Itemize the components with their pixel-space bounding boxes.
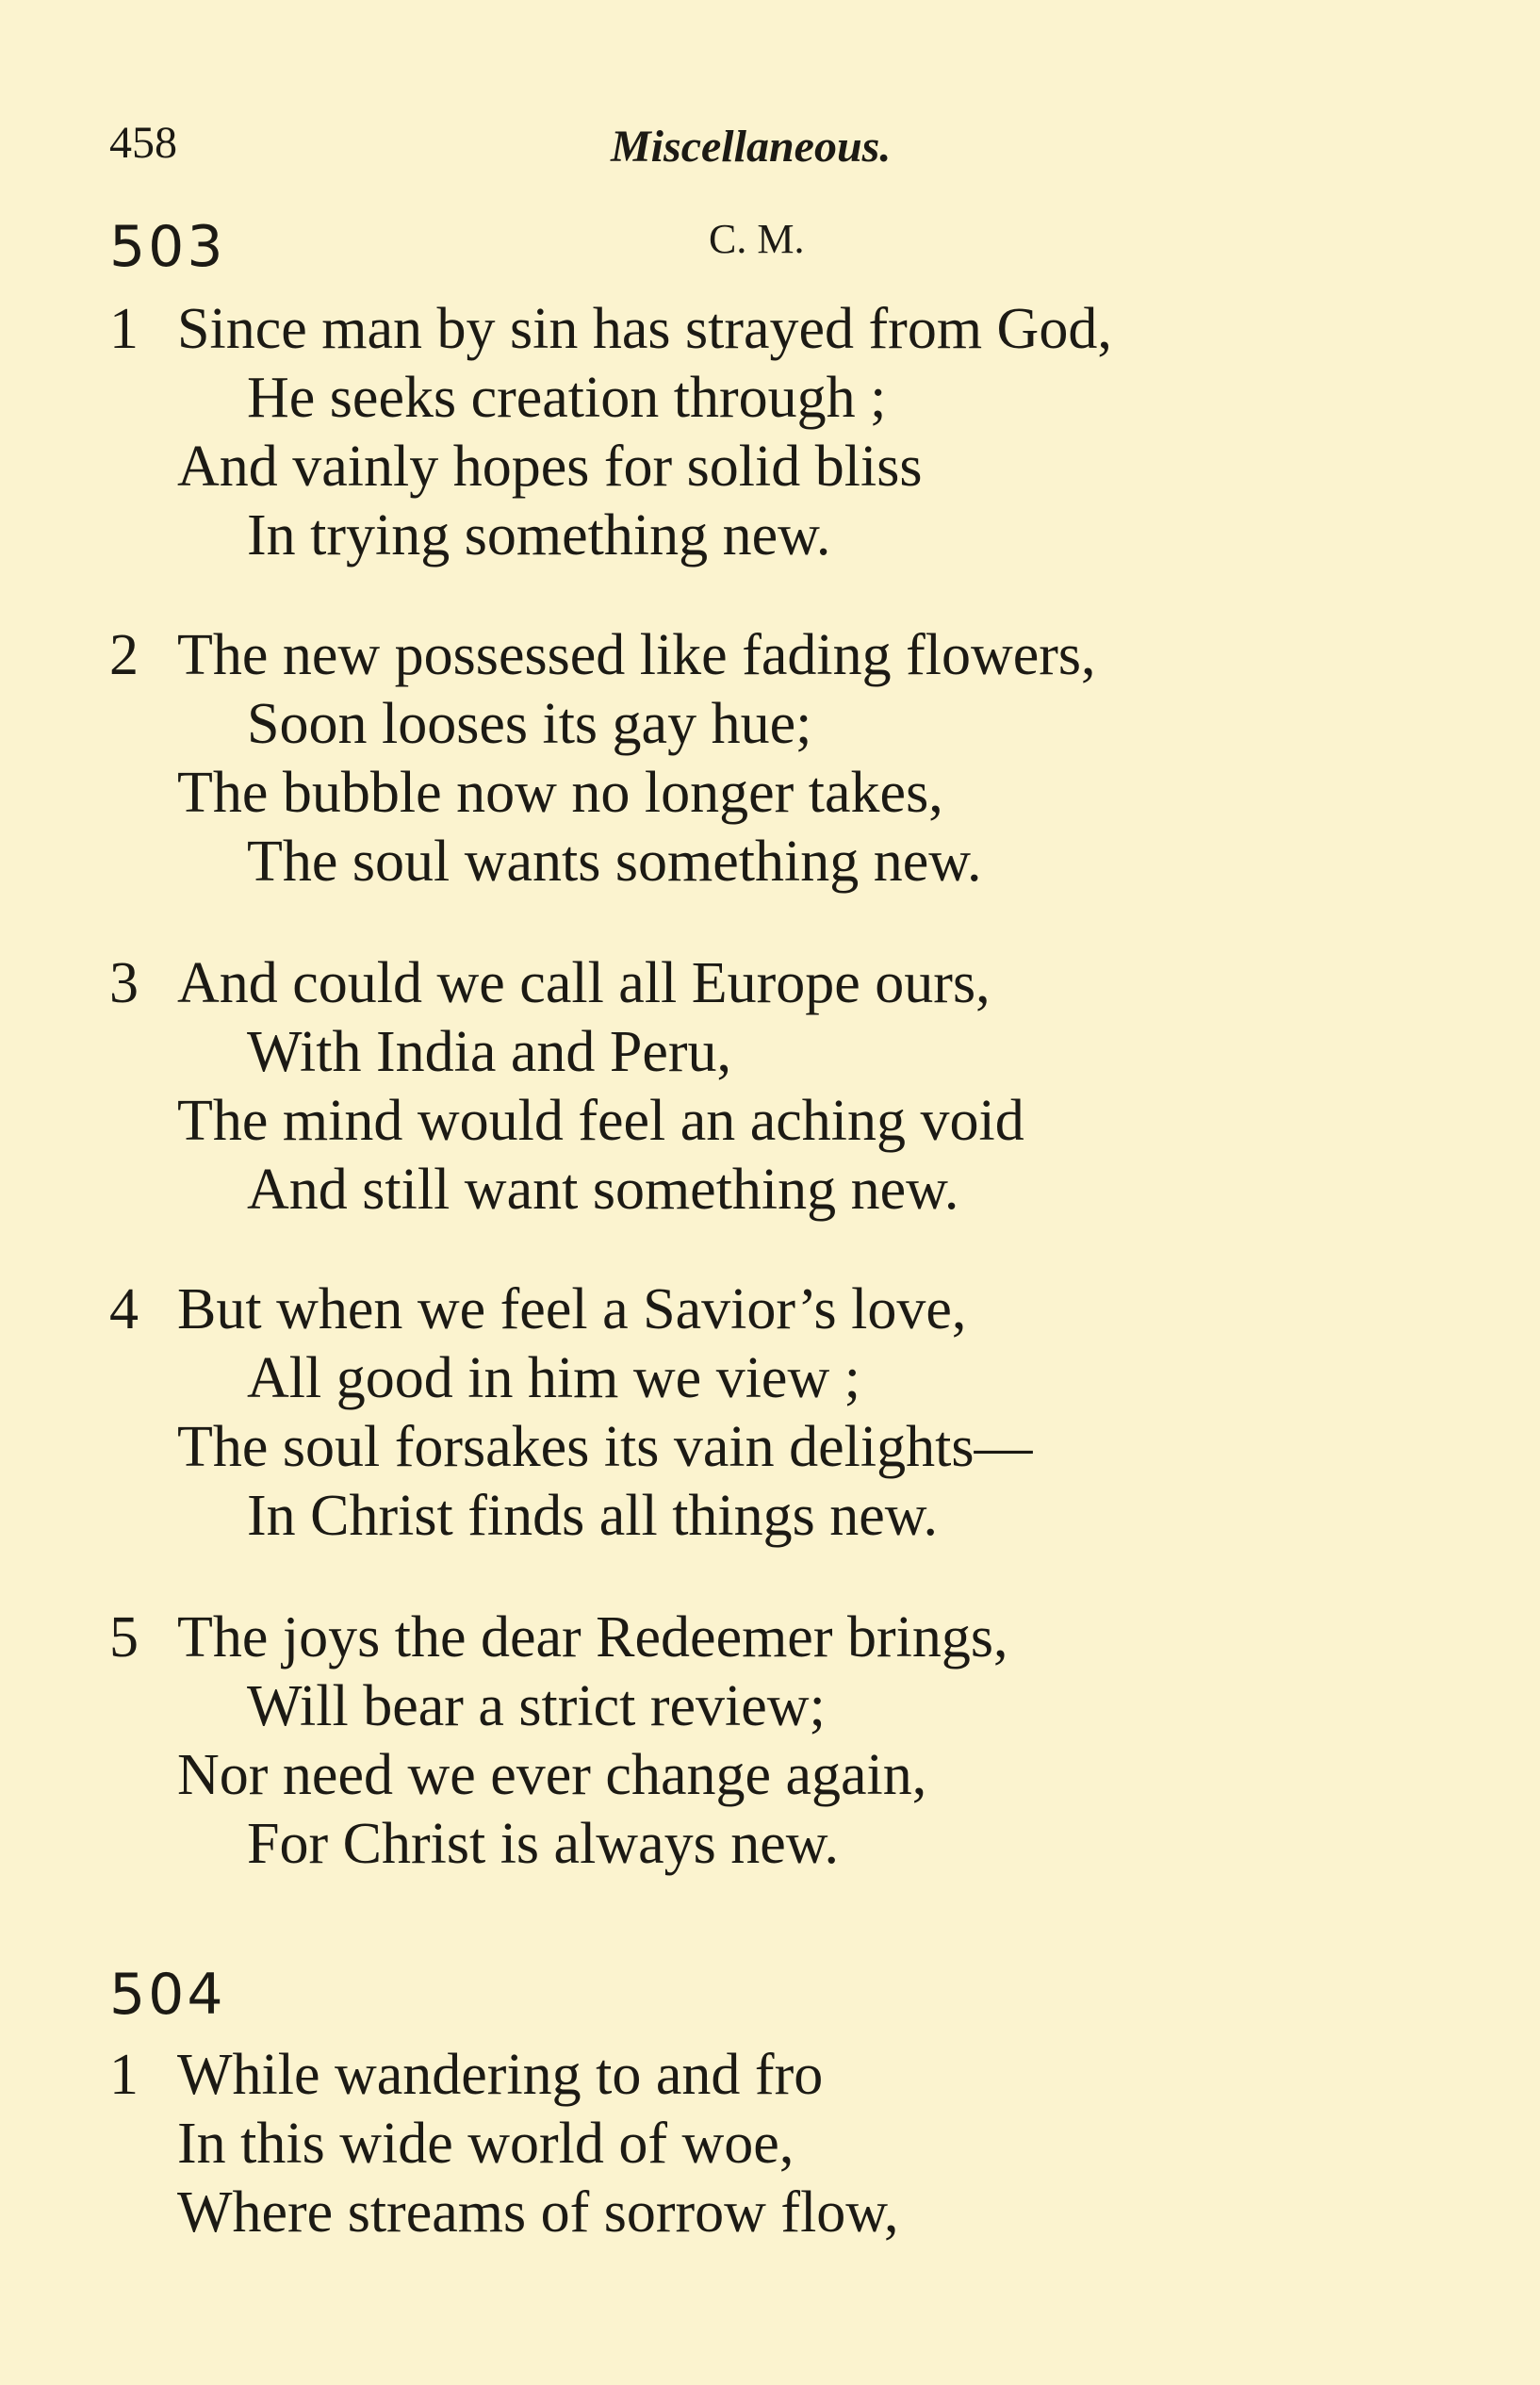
verse-line: The joys the dear Redeemer brings, bbox=[177, 1605, 1008, 1670]
verse-line: The bubble now no longer takes, bbox=[177, 761, 943, 825]
verse-line: Will bear a strict review; bbox=[247, 1674, 826, 1738]
verse-line: The new possessed like fading flowers, bbox=[177, 623, 1096, 687]
verse-line: Nor need we ever change again, bbox=[177, 1743, 927, 1807]
verse-line: The mind would feel an aching void bbox=[177, 1089, 1024, 1153]
hymn-meter: C. M. bbox=[709, 216, 805, 262]
verse-line: And could we call all Europe ours, bbox=[177, 951, 991, 1015]
verse-line: In Christ finds all things new. bbox=[247, 1484, 939, 1548]
stanza-number: 2 bbox=[109, 623, 139, 687]
verse-line: For Christ is always new. bbox=[247, 1812, 839, 1876]
verse-line: And vainly hopes for solid bliss bbox=[177, 435, 923, 499]
page-number: 458 bbox=[109, 118, 177, 168]
stanza-number: 4 bbox=[109, 1277, 139, 1341]
stanza-number: 3 bbox=[109, 951, 139, 1015]
verse-line: But when we feel a Savior’s love, bbox=[177, 1277, 967, 1341]
verse-line: The soul wants something new. bbox=[247, 830, 982, 894]
verse-line: While wandering to and fro bbox=[177, 2043, 824, 2107]
verse-line: With India and Peru, bbox=[247, 1020, 732, 1084]
verse-line: In this wide world of woe, bbox=[177, 2112, 795, 2176]
verse-line: Where streams of sorrow flow, bbox=[177, 2180, 899, 2245]
stanza-number: 5 bbox=[109, 1605, 139, 1670]
running-head: Miscellaneous. bbox=[611, 122, 892, 172]
stanza-number: 1 bbox=[109, 297, 139, 361]
verse-line: Soon looses its gay hue; bbox=[247, 692, 812, 756]
verse-line: And still want something new. bbox=[247, 1158, 959, 1222]
stanza-number: 1 bbox=[109, 2043, 139, 2107]
verse-line: The soul forsakes its vain delights— bbox=[177, 1415, 1033, 1479]
verse-line: Since man by sin has strayed from God, bbox=[177, 297, 1112, 361]
verse-line: In trying something new. bbox=[247, 503, 831, 567]
hymn-number: 503 bbox=[109, 214, 226, 280]
verse-line: All good in him we view ; bbox=[247, 1346, 860, 1410]
hymn-number: 504 bbox=[109, 1962, 226, 2028]
verse-line: He seeks creation through ; bbox=[247, 366, 887, 430]
